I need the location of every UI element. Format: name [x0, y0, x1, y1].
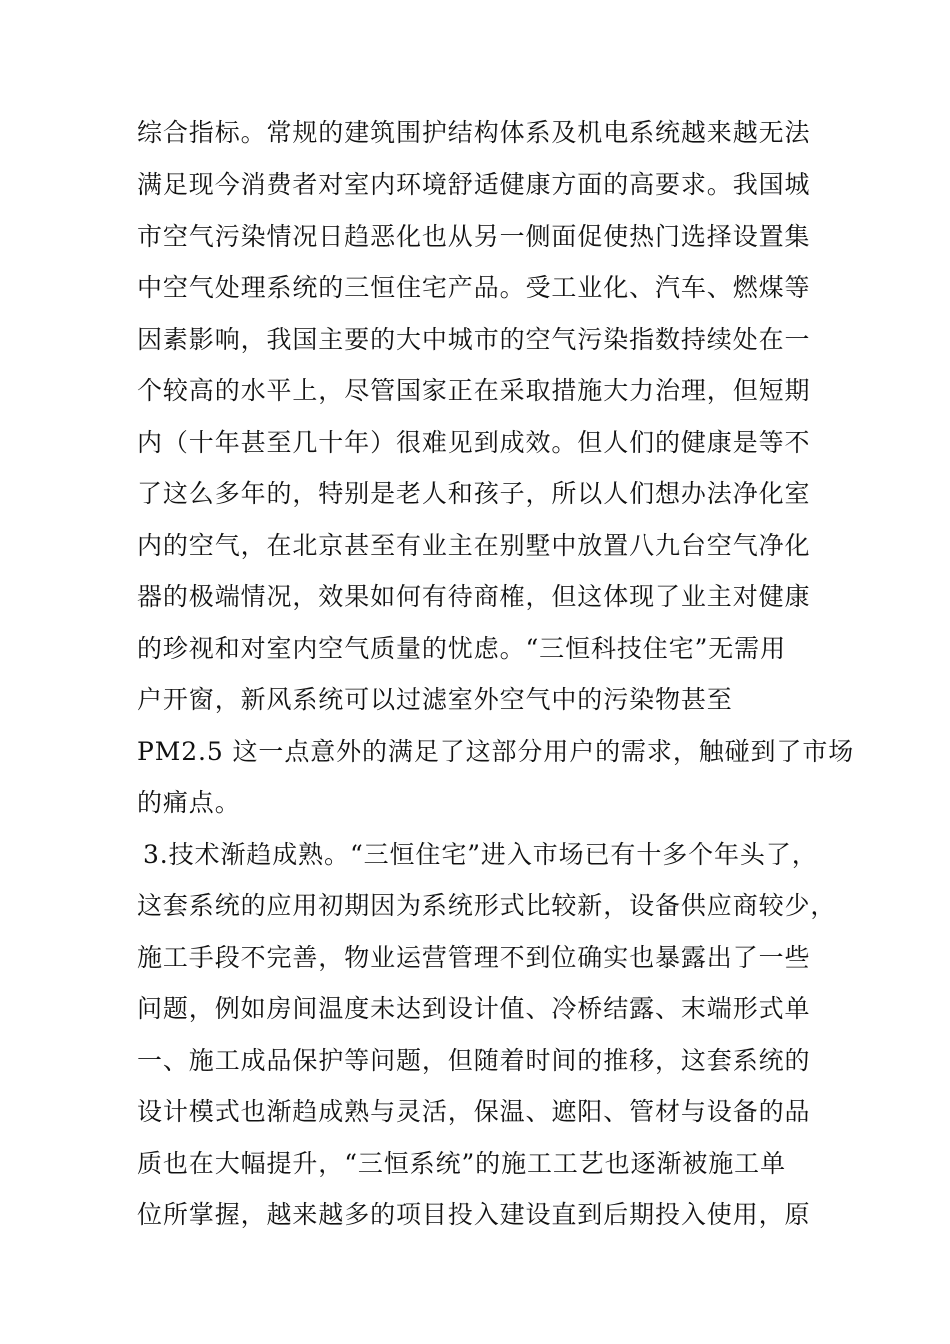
text-line: 户开窗，新风系统可以过滤室外空气中的污染物甚至 [137, 685, 733, 714]
text-line: 位所掌握，越来越多的项目投入建设直到后期投入使用，原 [137, 1200, 811, 1229]
text-line: 质也在大幅提升，“三恒系统”的施工工艺也逐渐被施工单 [137, 1149, 786, 1178]
text-line: 这套系统的应用初期因为系统形式比较新，设备供应商较少， [137, 891, 837, 920]
text-line: 内的空气，在北京甚至有业主在别墅中放置八九台空气净化 [137, 531, 811, 560]
text-line: 个较高的水平上，尽管国家正在采取措施大力治理，但短期 [137, 376, 811, 405]
text-line: 内（十年甚至几十年）很难见到成效。但人们的健康是等不 [137, 428, 811, 457]
text-line: 问题，例如房间温度未达到设计值、冷桥结露、末端形式单 [137, 994, 811, 1023]
text-line: 的珍视和对室内空气质量的忧虑。“三恒科技住宅”无需用 [137, 634, 786, 663]
text-line: 满足现今消费者对室内环境舒适健康方面的高要求。我国城 [137, 170, 811, 199]
text-line: 因素影响，我国主要的大中城市的空气污染指数持续处在一 [137, 325, 811, 354]
text-line: 一、施工成品保护等问题，但随着时间的推移，这套系统的 [137, 1046, 811, 1075]
text-line: 设计模式也渐趋成熟与灵活，保温、遮阳、管材与设备的品 [137, 1097, 811, 1126]
text-line: 了这么多年的，特别是老人和孩子，所以人们想办法净化室 [137, 479, 811, 508]
text-line: PM2.5 这一点意外的满足了这部分用户的需求，触碰到了市场 [137, 737, 855, 766]
text-line: 综合指标。常规的建筑围护结构体系及机电系统越来越无法 [137, 118, 811, 147]
text-line: 市空气污染情况日趋恶化也从另一侧面促使热门选择设置集 [137, 222, 811, 251]
text-line: 器的极端情况，效果如何有待商榷，但这体现了业主对健康 [137, 582, 811, 611]
text-line: 施工手段不完善，物业运营管理不到位确实也暴露出了一些 [137, 943, 811, 972]
section-heading-line: 3.技术渐趋成熟。“三恒住宅”进入市场已有十多个年头了， [143, 840, 818, 869]
text-line: 的痛点。 [137, 788, 241, 817]
text-line: 中空气处理系统的三恒住宅产品。受工业化、汽车、燃煤等 [137, 273, 811, 302]
